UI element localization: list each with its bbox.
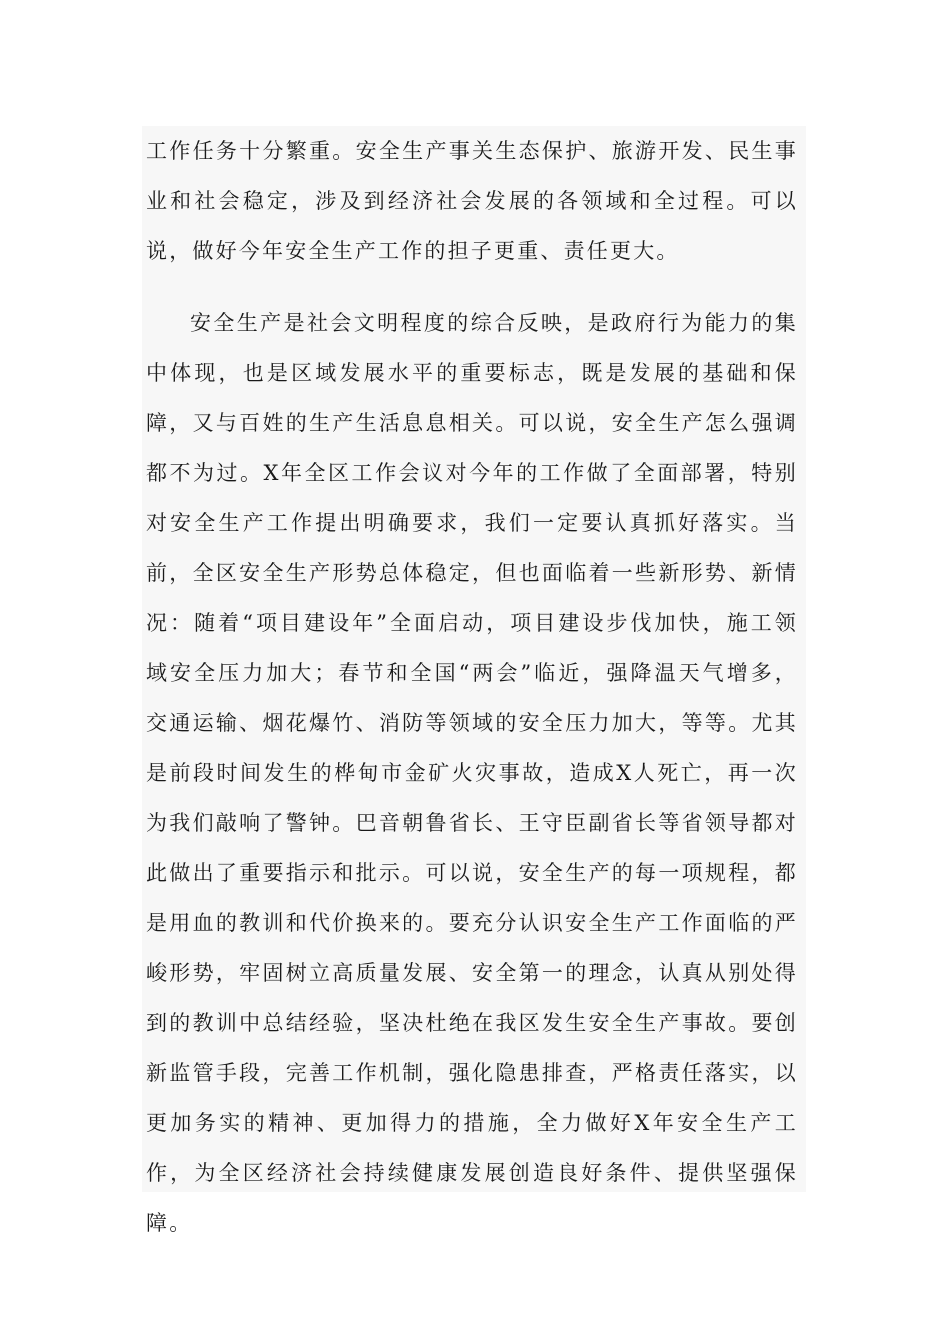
paragraph-continued: 工作任务十分繁重。安全生产事关生态保护、旅游开发、民生事业和社会稳定，涉及到经济社会发展的各领域和全过程。可以说，做好今年安全生产工作的担子更重、责任更大。 (146, 139, 798, 263)
paragraph-safety-production: 安全生产是社会文明程度的综合反映，是政府行为能力的集中体现，也是区域发展水平的重要标志，既是发展的基础和保障，又与百姓的生产生活息息相关。可以说，安全生产怎么强调都不为过。X年全区工作会议对今年的工作做了全面部署，特别对安全生产工作提出明确要求，我们一定要认真抓好落实。当前，全区安全生产形势总体稳定，但也面临着一些新形势、新情况：随着“项目建设年”全面启动，项目建设步伐加快，施工领域安全压力加大；春节和全国“两会”临近，强降温天气增多，交通运输、烟花爆竹、消防等领域的安全压力加大，等等。尤其是前段时间发生的桦甸市金矿火灾事故，造成X人死亡，再一次为我们敲响了警钟。巴音朝鲁省长、王守臣副省长等省领导都对此做出了重要指示和批示。可以说，安全生产的每一项规程，都是用血的教训和代价换来的。要充分认识安全生产工作面临的严峻形势，牢固树立高质量发展、安全第一的理念，认真从别处得到的教训中总结经验，坚决杜绝在我区发生安全生产事故。要创新监管手段，完善工作机制，强化隐患排查，严格责任落实，以更加务实的精神、更加得力的措施，全力做好X年安全生产工作，为全区经济社会持续健康发展创造良好条件、提供坚强保障。 (146, 311, 798, 1235)
document-text-block (142, 126, 806, 1235)
